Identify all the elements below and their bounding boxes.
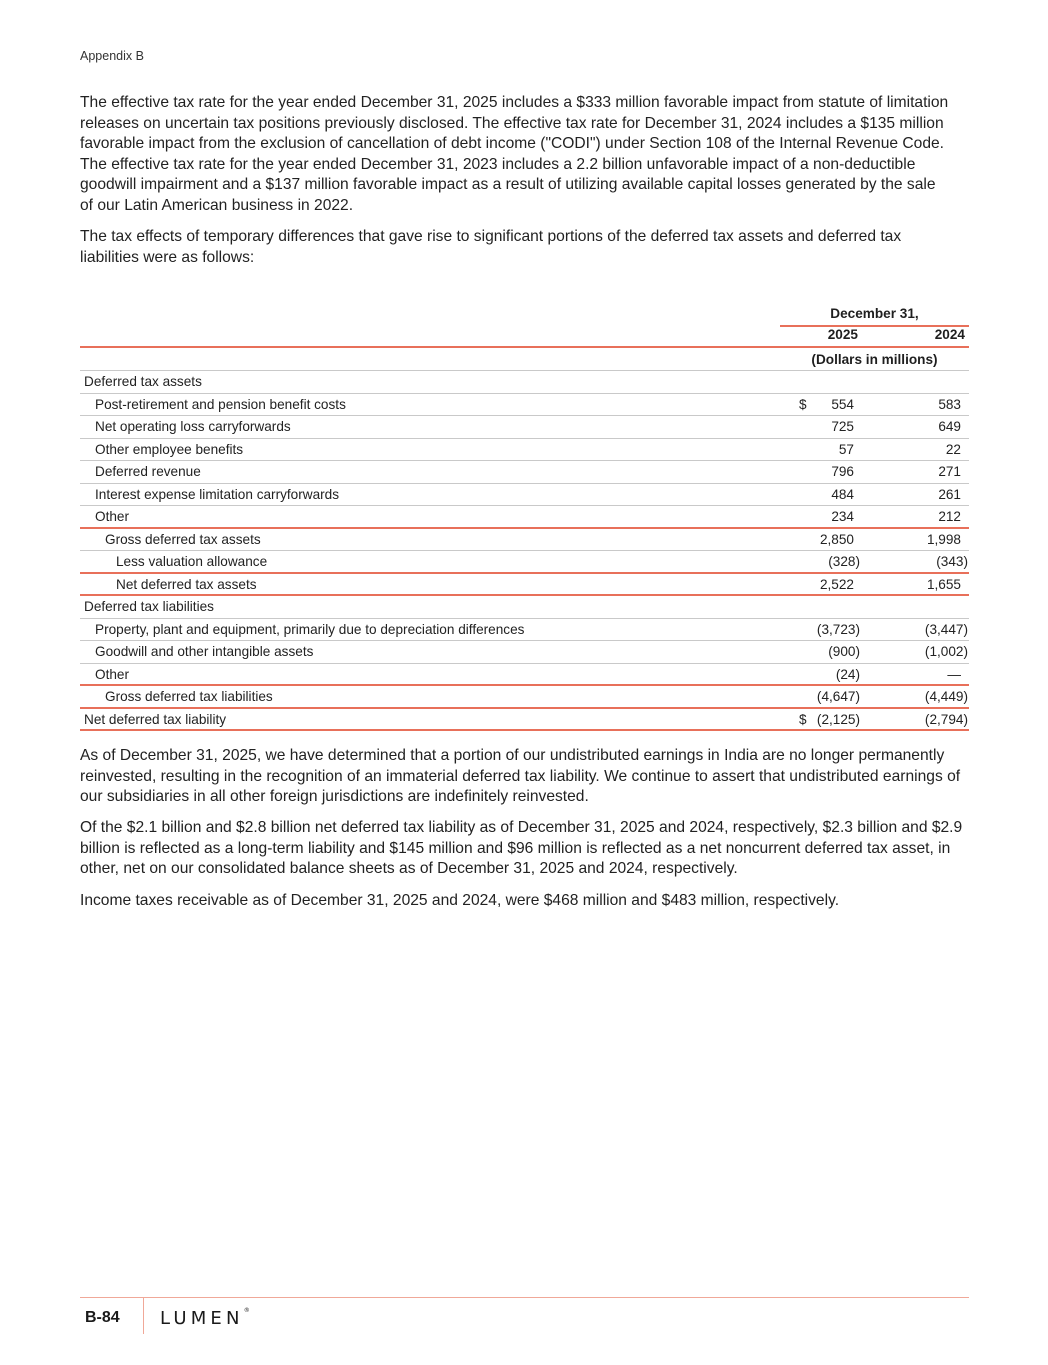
value-2024: (343) (936, 554, 968, 569)
value-2025: 554 (831, 396, 854, 412)
row-label: Gross deferred tax assets (105, 531, 261, 547)
table-row (80, 506, 969, 529)
table-row (80, 461, 969, 484)
row-label: Other employee benefits (95, 441, 244, 457)
value-2025: 2,522 (819, 576, 854, 592)
value-2024: 271 (938, 464, 961, 479)
paragraph-india-earnings: As of December 31, 2025, we have determined that a portion of our undistributed earnings in India are no longer permanently reinvested, resulting in the recognition of an immaterial deferred tax liability. We continue to assert that undistributed earnings of our subsidiaries in all other foreign jurisdictions are indefinitely reinvested. (80, 747, 961, 806)
row-label: Goodwill and other intangible assets (95, 644, 314, 659)
outro-text (80, 746, 970, 922)
table-header-units-row (80, 349, 969, 371)
table-row (80, 416, 969, 439)
table-row (80, 641, 969, 664)
paragraph-table-intro: The tax effects of temporary differences that gave rise to significant portions of the deferred tax assets and deferred tax liabilities were as follows: (80, 228, 902, 266)
value-2024: 649 (938, 419, 961, 434)
paragraph-net-deferred-liability: Of the $2.1 billion and $2.8 billion net deferred tax liability as of December 31, 2025 and 2024, respectively, $2.3 billion and $2.9 billion is reflected as a long-term liability and $145 million and $96 million is reflected as a net noncurrent deferred tax asset, in other, net on our consolidated balance sheets as of December 31, 2025 and 2024, respectively. (80, 819, 963, 878)
value-2024: (2,794) (924, 711, 968, 727)
value-2025: (2,125) (816, 711, 860, 727)
row-label: Gross deferred tax liabilities (105, 689, 273, 704)
value-2024: 261 (938, 486, 961, 502)
value-2025: (24) (835, 666, 860, 682)
value-2024: (1,002) (924, 644, 968, 659)
value-2025: (900) (828, 644, 860, 659)
table-row (80, 439, 969, 462)
currency-symbol: $ (799, 711, 807, 727)
value-2024: (3,447) (924, 621, 968, 637)
row-label: Deferred tax assets (84, 374, 202, 389)
row-label: Net deferred tax liability (84, 711, 227, 727)
row-label: Other (95, 509, 129, 524)
lumen-logo (160, 1308, 250, 1329)
registered-mark-icon: ® (243, 1307, 250, 1314)
units-label: (Dollars in millions) (811, 352, 938, 367)
value-2025: (4,647) (816, 689, 860, 704)
page-number: B-84 (85, 1309, 120, 1326)
footer-divider (80, 1297, 969, 1298)
row-label: Other (95, 666, 129, 682)
table-row (80, 709, 969, 732)
row-label: Post-retirement and pension benefit costs (95, 396, 346, 412)
table-row (80, 596, 969, 619)
currency-symbol: $ (799, 396, 807, 412)
paragraph-effective-tax-rate: The effective tax rate for the year ended December 31, 2025 includes a $333 million favorable impact from statute of limitation releases on uncertain tax positions previously disclosed. The effective tax rate for December 31, 2024 includes a $135 million favorable impact from the exclusion of cancellation of debt income ("CODI") under Section 108 of the Internal Revenue Code. The effective tax rate for the year ended December 31, 2023 includes a 2.2 billion unfavorable impact of a non-deductible goodwill impairment and a $137 million favorable impact as a result of utilizing available capital losses generated by the sale of our Latin American business in 2022. (80, 94, 949, 214)
table-row (80, 484, 969, 507)
table-row (80, 551, 969, 574)
table-row (80, 394, 969, 417)
row-label: Net operating loss carryforwards (95, 419, 291, 434)
value-2024: — (947, 666, 961, 682)
row-label: Net deferred tax assets (116, 576, 257, 592)
value-2025: 725 (831, 419, 854, 434)
deferred-tax-table (80, 303, 969, 731)
row-label: Less valuation allowance (116, 554, 268, 569)
value-2024: 212 (938, 509, 961, 524)
table-row (80, 529, 969, 552)
value-2024: 583 (938, 396, 961, 412)
value-2024: 1,998 (926, 531, 961, 547)
value-2025: 796 (831, 464, 854, 479)
table-row (80, 619, 969, 642)
period-header: December 31, (780, 306, 969, 327)
page-header-section: Appendix B (80, 49, 144, 63)
value-2024: 1,655 (926, 576, 961, 592)
table-header-years-row (80, 325, 969, 348)
paragraph-income-taxes-receivable: Income taxes receivable as of December 31, 2025 and 2024, were $468 million and $483 million, respectively. (80, 891, 840, 909)
column-header-2024: 2024 (934, 327, 965, 342)
value-2024: 22 (945, 441, 961, 457)
intro-text (80, 93, 970, 279)
value-2025: 2,850 (819, 531, 854, 547)
value-2024: (4,449) (924, 689, 968, 704)
table-row (80, 574, 969, 597)
value-2025: 57 (838, 441, 854, 457)
value-2025: (3,723) (816, 621, 860, 637)
table-row (80, 686, 969, 709)
table-body (80, 371, 969, 731)
row-label: Property, plant and equipment, primarily due to depreciation differences (95, 621, 525, 637)
table-header-period-row (80, 303, 969, 325)
footer-vertical-divider (143, 1298, 144, 1334)
table-row (80, 664, 969, 687)
logo-text: LUMEN (160, 1308, 244, 1329)
row-label: Deferred revenue (95, 464, 201, 479)
value-2025: 484 (831, 486, 854, 502)
table-row (80, 371, 969, 394)
value-2025: 234 (831, 509, 854, 524)
column-header-2025: 2025 (827, 327, 858, 342)
row-label: Interest expense limitation carryforwards (95, 486, 340, 502)
value-2025: (328) (828, 554, 860, 569)
row-label: Deferred tax liabilities (84, 599, 214, 614)
